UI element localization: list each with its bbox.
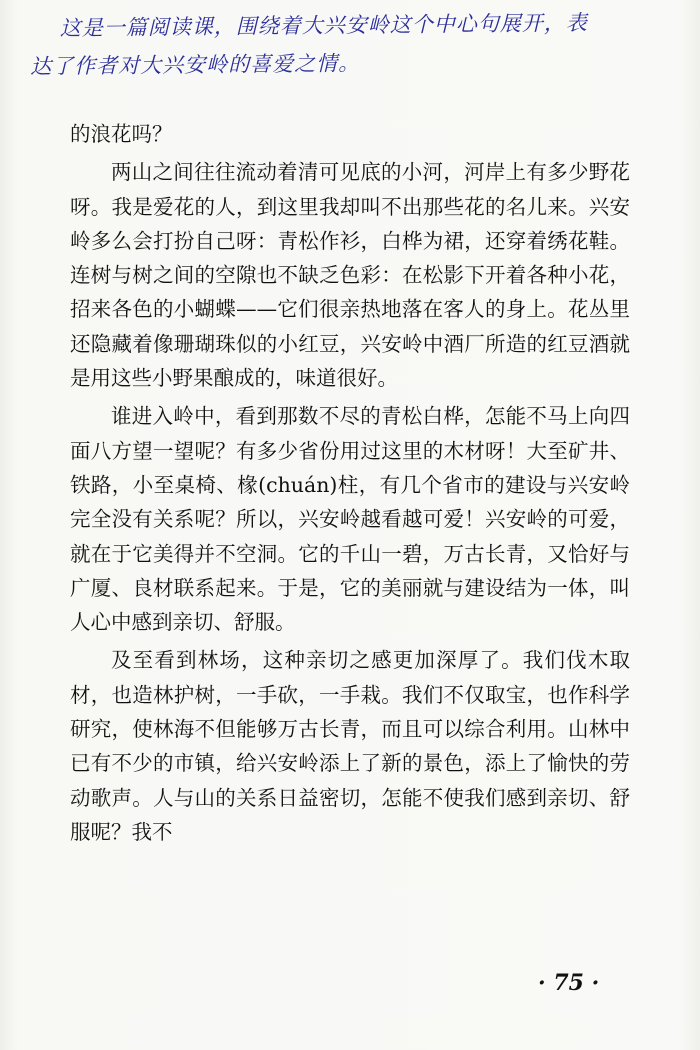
paragraph: 谁进入岭中，看到那数不尽的青松白桦，怎能不马上向四面八方望一望呢？有多少省份用过这里的木材呀！大至矿井、铁路，小至桌椅、椽(chuán)柱，有几个省市的建设与兴安岭完全没有关系呢？所以，兴安岭越看越可爱！兴安岭的可爱，就在于它美得并不空洞。它的千山一碧，万古长青，又恰好与广厦、良材联系起来。于是，它的美丽就与建设结为一体，叫人心中感到亲切、舒服。 [70, 404, 630, 635]
annotation-line-1: 这是一篇阅读课，围绕着大兴安岭这个中心句展开，表 [59, 10, 588, 41]
page-number: · 75 · [538, 970, 600, 996]
handwritten-annotation [30, 3, 691, 86]
paragraph: 的浪花吗？ [70, 122, 173, 146]
printed-text [70, 117, 630, 853]
paragraph: 及至看到林场，这种亲切之感更加深厚了。我们伐木取材，也造林护树，一手砍，一手栽。我们不仅取宝，也作科学研究，使林海不但能够万古长青，而且可以综合利用。山林中已有不少的市镇，给兴安岭添上了新的景色，添上了愉快的劳动歌声。人与山的关系日益密切，怎能不使我们感到亲切、舒服呢？我不 [70, 648, 630, 844]
annotation-line-2: 达了作者对大兴安岭的喜爱之情。 [30, 51, 361, 79]
paragraph: 两山之间往往流动着清可见底的小河，河岸上有多少野花呀。我是爱花的人，到这里我却叫不出那些花的名儿来。兴安岭多么会打扮自己呀：青松作衫，白桦为裙，还穿着绣花鞋。连树与树之间的空隙也不缺乏色彩：在松影下开着各种小花，招来各色的小蝴蝶——它们很亲热地落在客人的身上。花丛里还隐藏着像珊瑚珠似的小红豆，兴安岭中酒厂所造的红豆酒就是用这些小野果酿成的，味道很好。 [70, 160, 630, 391]
